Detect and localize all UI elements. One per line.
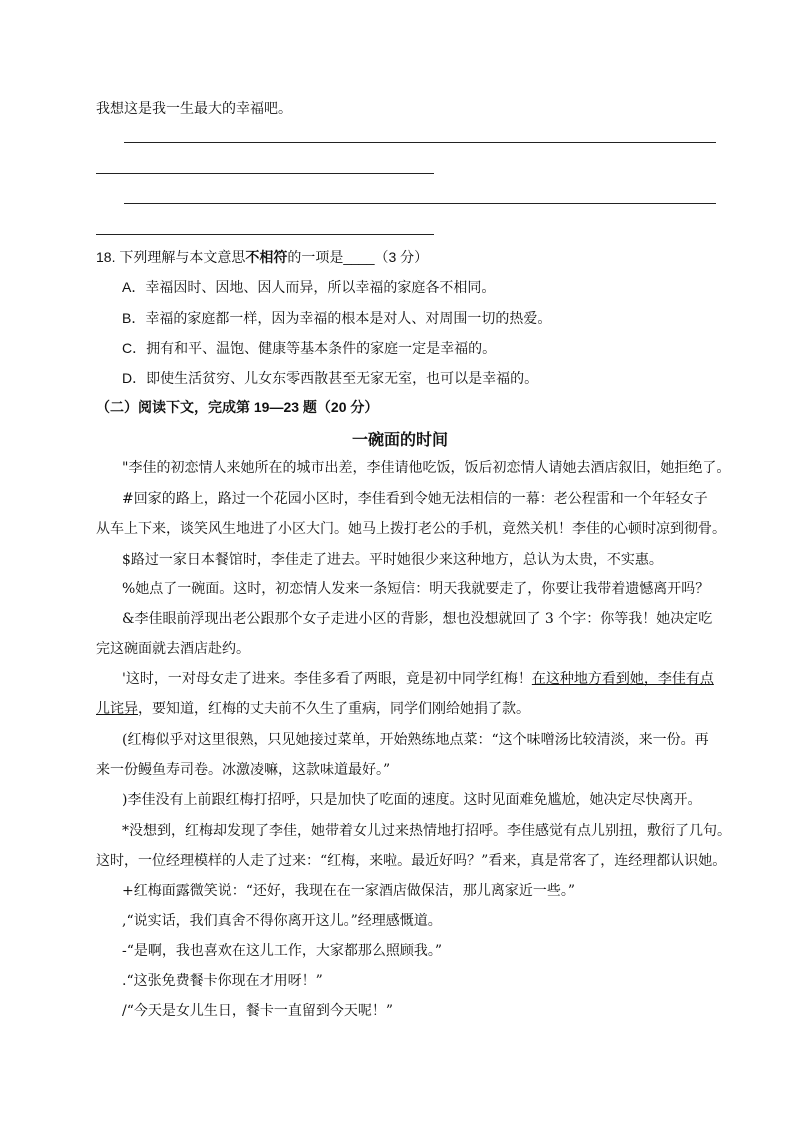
question-emphasis: 不相符 [245, 249, 288, 265]
paragraph-line: 完这碗面就去酒店赴约。 [96, 641, 250, 657]
answer-line [96, 234, 434, 235]
paragraph-line: ,“说实话，我们真舍不得你离开这儿。”经理感慨道。 [122, 913, 442, 929]
answer-line [124, 142, 716, 143]
paragraph-line: %她点了一碗面。这时，初恋情人发来一条短信：明天我就要走了，你要让我带着遗憾离开吗？ [122, 581, 710, 597]
paragraph-line: &李佳眼前浮现出老公跟那个女子走进小区的背影，想也没想就回了 3 个字：你等我！她决定吃 [122, 611, 713, 627]
paragraph-text: ，要知道，红梅的丈夫前不久生了重病，同学们刚给她捐了款。 [138, 701, 530, 717]
answer-line [96, 173, 434, 174]
answer-line [124, 203, 716, 204]
intro-line: 我想这是我一生最大的幸福吧。 [96, 101, 292, 117]
question-text: 的一项是____（3 分） [287, 249, 429, 265]
paragraph-text: '这时，一对母女走了进来。李佳多看了两眼，竟是初中同学红梅！ [122, 671, 532, 687]
paragraph-line: 从车上下来，谈笑风生地进了小区大门。她马上拨打老公的手机，竟然关机！李佳的心顿时凉到彻骨。 [96, 521, 726, 537]
passage-title: 一碗面的时间 [351, 430, 448, 449]
paragraph-line [122, 670, 714, 688]
option-d: D．即使生活贫穷、儿女东零西散甚至无家无室，也可以是幸福的。 [122, 370, 539, 386]
paragraph-line: .“这张免费餐卡你现在才用呀！” [122, 973, 323, 989]
paragraph-line: +红梅面露微笑说：“还好，我现在在一家酒店做保洁，那儿离家近一些。” [122, 883, 576, 899]
paragraph-line: )李佳没有上前跟红梅打招呼，只是加快了吃面的速度。这时见面难免尴尬，她决定尽快离开。 [122, 792, 702, 808]
underlined-sentence: 在这种地方看到她，李佳有点 [531, 671, 714, 687]
paragraph-line: 这时，一位经理模样的人走了过来：“红梅，来啦。最近好吗？”看来，真是常客了，连经理都认识她。 [96, 853, 727, 869]
paragraph-line: /“今天是女儿生日，餐卡一直留到今天呢！” [122, 1003, 394, 1019]
question-number: 18. [96, 249, 116, 265]
paragraph-line: #回家的路上，路过一个花园小区时，李佳看到令她无法相信的一幕：老公程雷和一个年轻女子 [122, 491, 708, 507]
option-c: C．拥有和平、温饱、健康等基本条件的家庭一定是幸福的。 [122, 340, 497, 356]
paragraph-line: "李佳的初恋情人来她所在的城市出差，李佳请他吃饭，饭后初恋情人请她去酒店叙旧，她拒绝了。 [122, 460, 731, 476]
option-a: A．幸福因时、因地、因人而异，所以幸福的家庭各不相同。 [122, 279, 496, 295]
paragraph-line: (红梅似乎对这里很熟，只见她接过菜单，开始熟练地点菜：“这个味噌汤比较清淡，来一份。再 [122, 732, 709, 748]
paragraph-line [96, 700, 530, 718]
section-heading: （二）阅读下文，完成第 19—23 题（20 分） [96, 399, 379, 415]
paragraph-line: *没想到，红梅却发现了李佳，她带着女儿过来热情地打招呼。李佳感觉有点儿别扭，敷衍了几句。 [122, 823, 731, 839]
question-18 [96, 248, 428, 266]
underlined-sentence: 儿诧异 [96, 701, 138, 717]
paragraph-line: 来一份鳗鱼寿司卷。冰激凌嘛，这款味道最好。” [96, 762, 391, 778]
question-text: 下列理解与本文意思 [119, 249, 246, 265]
paragraph-line: -“是啊，我也喜欢在这儿工作，大家都那么照顾我。” [122, 943, 443, 959]
paragraph-line: $路过一家日本餐馆时，李佳走了进去。平时她很少来这种地方，总认为太贵，不实惠。 [122, 552, 663, 568]
option-b: B．幸福的家庭都一样，因为幸福的根本是对人、对周围一切的热爱。 [122, 310, 552, 326]
